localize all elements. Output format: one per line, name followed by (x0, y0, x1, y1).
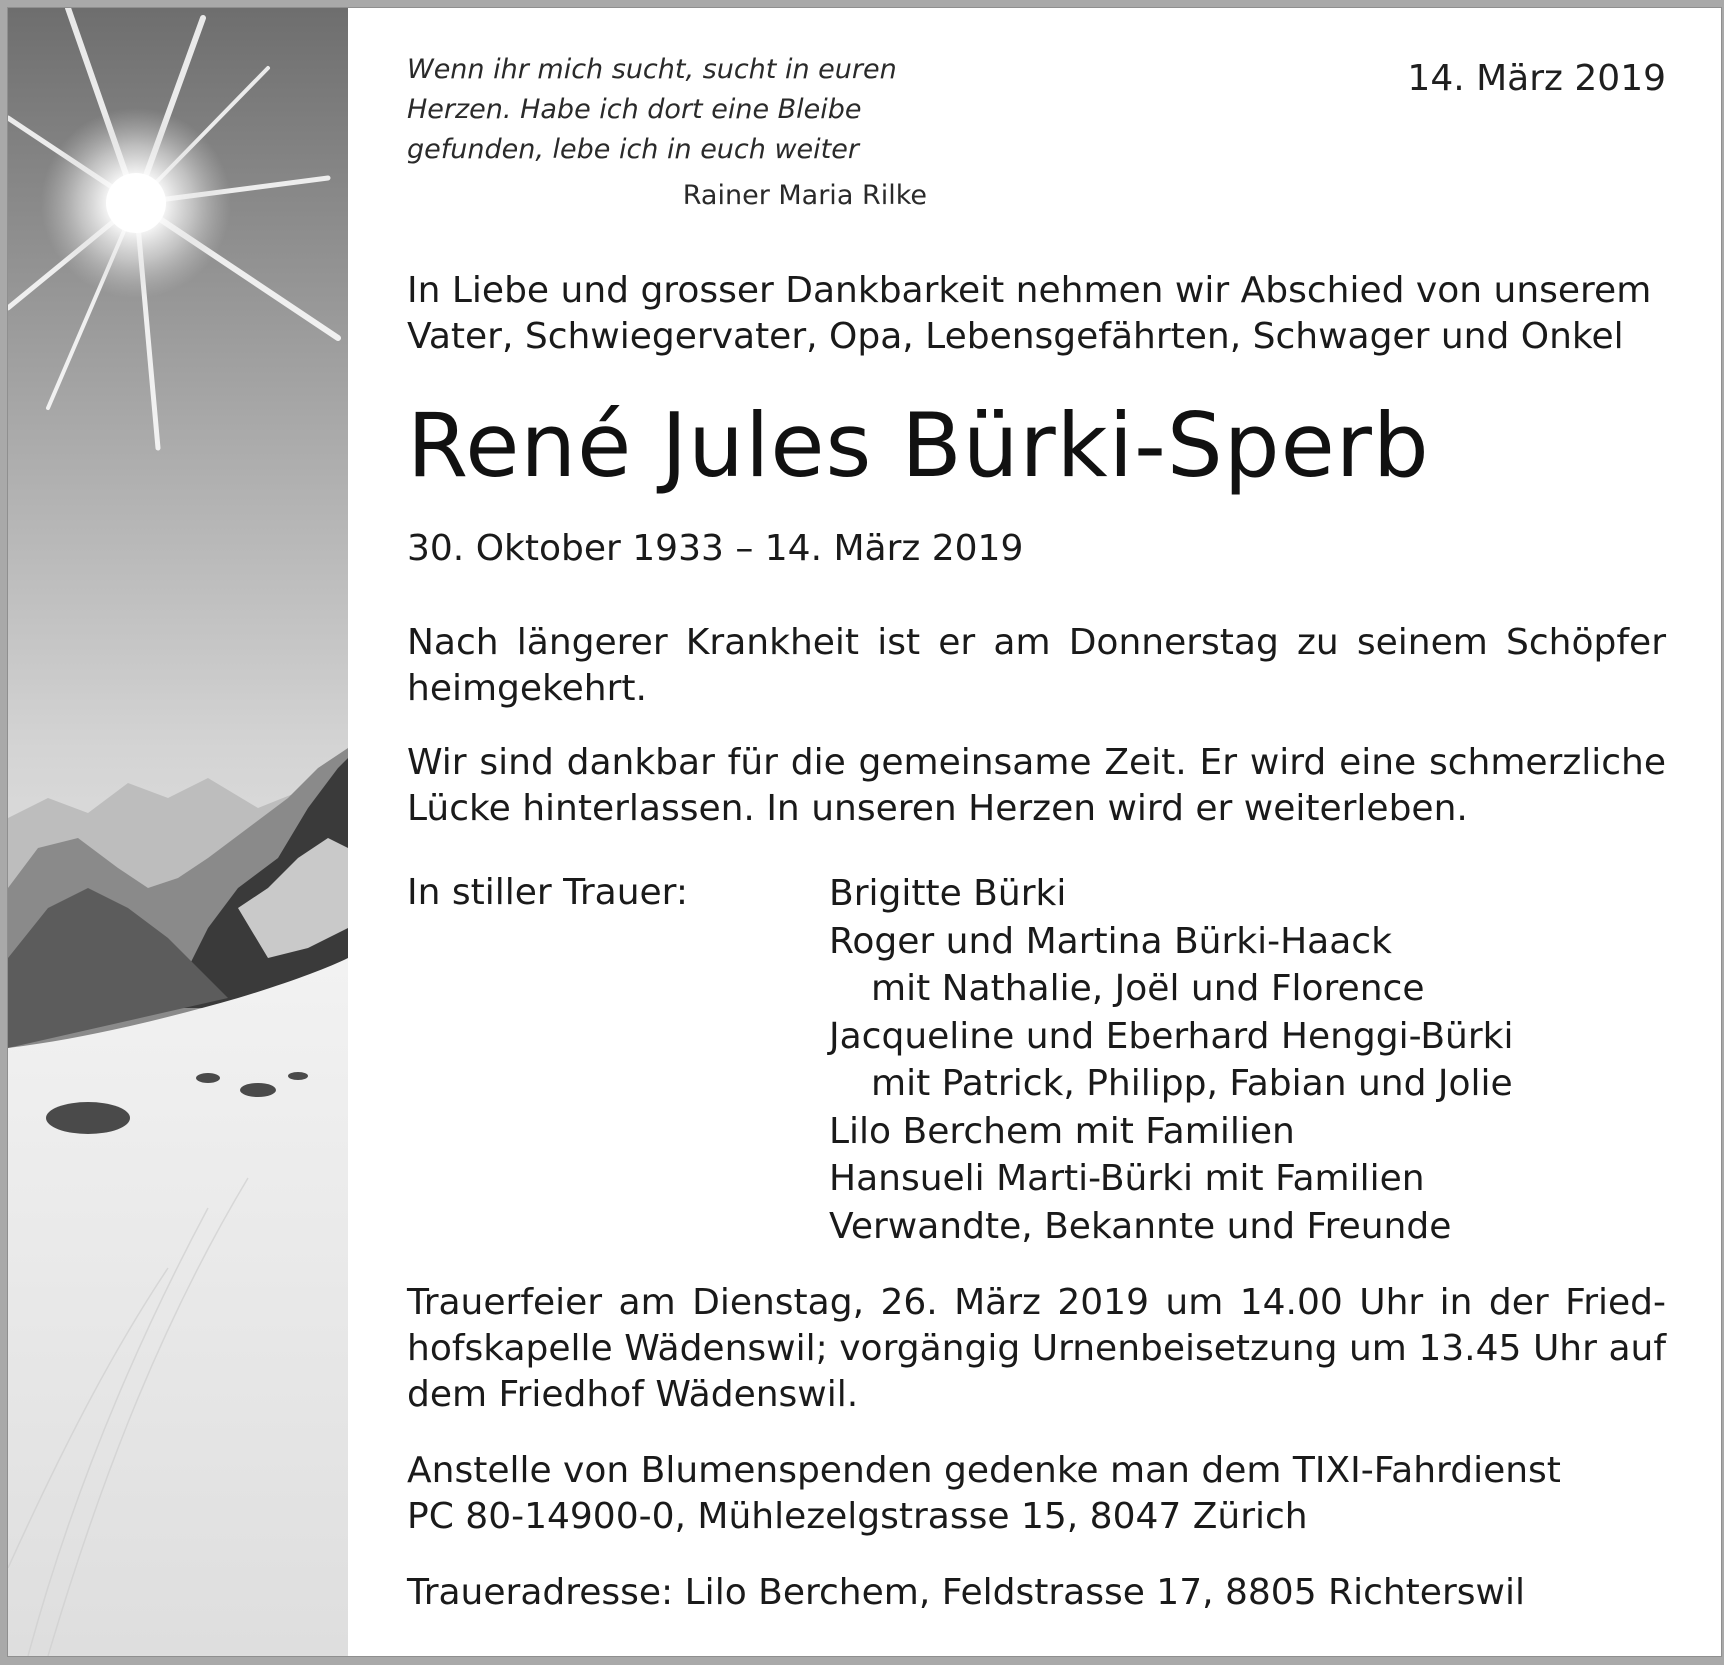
gratitude-paragraph (407, 740, 1666, 832)
obituary-card (8, 8, 1721, 1656)
mourner-entry: Lilo Berchem mit Familien (829, 1110, 1295, 1152)
mourning-address (407, 1570, 1666, 1616)
lifespan-dates: 30. Oktober 1933 – 14. März 2019 (407, 528, 1024, 569)
mourner-entry: mit Patrick, Philipp, Fabian und Jolie (871, 1063, 1513, 1104)
paragraph-line: Wir sind dankbar für die gemeinsame Zeit. Er wird eine schmerzliche (407, 742, 1666, 783)
obituary-text (407, 8, 1666, 1656)
mourner-entry: Hansueli Marti-Bürki mit Familien (829, 1158, 1425, 1199)
mourner-entry: Jacqueline und Eberhard Henggi-Bürki (829, 1015, 1514, 1057)
publication-date: 14. März 2019 (1407, 58, 1666, 99)
intro-line: In Liebe und grosser Dankbarkeit nehmen wir Abschied von unserem (407, 270, 1652, 311)
quote-line: gefunden, lebe ich in euch weiter (407, 134, 859, 165)
paragraph-line: hofskapelle Wädenswil; vorgängig Urnenbeisetzung um 13.45 Uhr auf (407, 1328, 1666, 1369)
paragraph-line: heimgekehrt. (407, 668, 647, 709)
paragraph-line: Traueradresse: Lilo Berchem, Feldstrasse 17, 8805 Richterswil (407, 1572, 1525, 1613)
quote (407, 50, 967, 170)
intro-line: Vater, Schwiegervater, Opa, Lebensgefährten, Schwager und Onkel (407, 316, 1624, 357)
paragraph-line: Lücke hinterlassen. In unseren Herzen wird er weiterleben. (407, 788, 1468, 829)
deceased-name: René Jules Bürki-Sperb (407, 394, 1430, 497)
ceremony-paragraph (407, 1280, 1666, 1418)
paragraph-line: PC 80-14900-0, Mühlezelgstrasse 15, 8047 Zürich (407, 1496, 1308, 1537)
illness-paragraph (407, 620, 1666, 712)
paragraph-line: Nach längerer Krankheit ist er am Donnerstag zu seinem Schöpfer (407, 622, 1666, 663)
paragraph-line: Anstelle von Blumenspenden gedenke man dem TIXI-Fahrdienst (407, 1450, 1561, 1491)
paragraph-line: dem Friedhof Wädenswil. (407, 1374, 859, 1415)
mountain-sun-photo (8, 8, 348, 1656)
quote-line: Herzen. Habe ich dort eine Bleibe (407, 94, 862, 125)
donation-paragraph (407, 1448, 1666, 1540)
mourner-entry: mit Nathalie, Joël und Florence (871, 968, 1425, 1009)
mourner-entry: Brigitte Bürki (829, 873, 1067, 914)
mourner-entry: Verwandte, Bekannte und Freunde (829, 1205, 1452, 1247)
quote-author: Rainer Maria Rilke (682, 180, 927, 211)
intro-text (407, 268, 1666, 360)
mourner-entry: Roger und Martina Bürki-Haack (829, 920, 1392, 962)
mourners-list (829, 870, 1666, 1250)
quote-line: Wenn ihr mich sucht, sucht in euren (407, 54, 897, 85)
paragraph-line: Trauerfeier am Dienstag, 26. März 2019 um 14.00 Uhr in der Fried- (407, 1282, 1666, 1323)
mourning-label: In stiller Trauer: (407, 872, 688, 913)
